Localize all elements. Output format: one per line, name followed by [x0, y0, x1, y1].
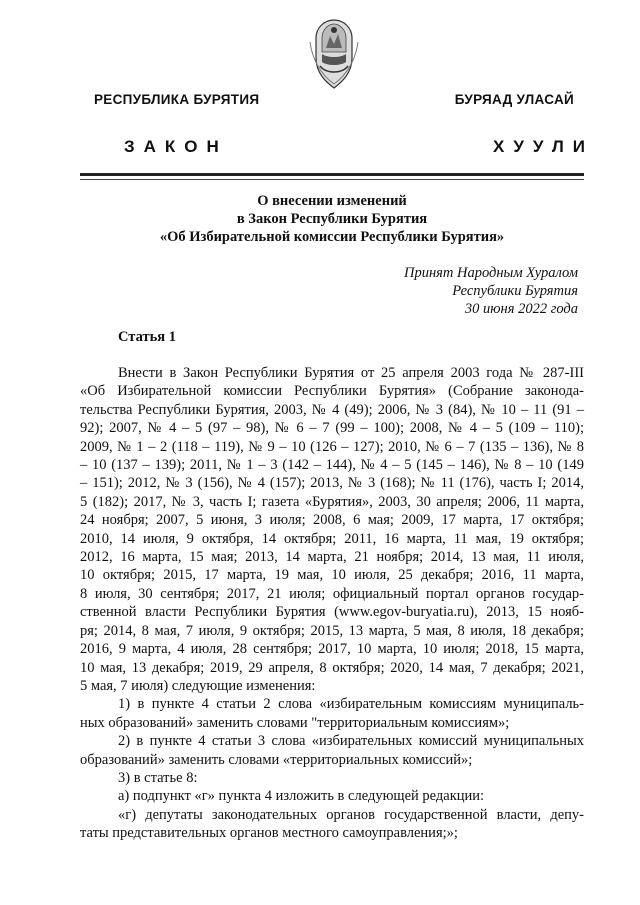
body-line: 10 мая, 13 декабря; 2019, 29 апреля, 8 октября; 2020, 14 мая, 7 декабря; 2021, [80, 659, 584, 676]
body-line: – 10 (137 – 139); 2011, № 1 – 3 (142 – 144), № 4 – 5 (145 – 146), № 8 – 10 (149 [80, 457, 584, 474]
law-title-line: в Закон Республики Бурятия [236, 211, 428, 227]
body-line: образований» заменить словами «территориальных комиссий»; [80, 751, 473, 768]
body-line: 92); 2007, № 4 – 5 (97 – 98), № 6 – 7 (99 – 100); 2008, № 4 – 5 (109 – 110); [80, 420, 584, 437]
adoption-note-line: Республики Бурятия [452, 283, 578, 299]
adoption-note [404, 264, 578, 318]
body-line: 2012, 16 марта, 15 мая; 2013, 14 марта, 21 ноября; 2014, 13 мая, 11 июля, [80, 549, 584, 566]
body-line: 5 мая, 7 июля) следующие изменения: [80, 677, 316, 694]
article-body [80, 364, 584, 843]
body-line: ных образований» заменить словами "территориальным комиссиям»; [80, 714, 510, 731]
amendment-subitem-a: а) подпункт «г» пункта 4 изложить в следующей редакции: [118, 788, 485, 805]
amendment-item-1: 1) в пункте 4 статьи 2 слова «избирательным комиссиям муниципаль- [118, 696, 584, 713]
adoption-note-line: Принят Народным Хуралом [403, 265, 578, 281]
law-label-russian: ЗАКОН [124, 137, 228, 156]
body-line: 2010, 14 июля, 9 октября, 14 октября; 2011, 16 марта, 11 мая, 19 октября; [80, 530, 584, 547]
body-line: тельства Республики Бурятия, 2003, № 4 (49); 2006, № 3 (84), № 10 – 11 (91 – [80, 401, 584, 418]
body-line: 2009, № 1 – 2 (118 – 119), № 9 – 10 (126 – 127); 2010, № 6 – 7 (135 – 136), № 8 [80, 438, 584, 455]
body-line: ря; 2014, 8 мая, 7 июля, 9 октября; 2015, 13 марта, 5 мая, 8 июля, 18 декабря; [80, 622, 584, 639]
law-title-line: О внесении изменений [257, 193, 407, 209]
law-title-line: «Об Избирательной комиссии Республики Бурятия» [159, 229, 505, 245]
coat-of-arms-emblem [304, 18, 364, 90]
law-label-buryat: ХУУЛИ [493, 137, 594, 156]
header-divider-thick [80, 173, 584, 176]
body-line: 10 октября; 2015, 17 марта, 19 мая, 10 июля, 25 декабря; 2016, 11 марта, [80, 567, 584, 584]
body-line: – 151); 2012, № 3 (156), № 4 (157); 2013, № 3 (168); № 11 (176), часть I; 2014, [80, 475, 584, 492]
body-line: 8 июля, 30 сентября; 2017, 21 июля; официальный портал органов государ- [80, 585, 584, 602]
law-title [80, 192, 584, 246]
amendment-item-3: 3) в статье 8: [118, 769, 198, 786]
body-line: 5 (182); 2017, № 3, часть I; газета «Бурятия», 2003, 30 апреля; 2006, 11 марта, [80, 493, 584, 510]
body-line: 2016, 9 марта, 4 июля, 28 сентября; 2017, 10 марта, 10 июля; 2018, 15 марта, [80, 641, 584, 658]
republic-name-buryat: БУРЯАД УЛАСАЙ [454, 92, 574, 107]
adoption-date: 30 июня 2022 года [464, 301, 578, 317]
header-divider-thin [80, 179, 584, 180]
body-line: ственной власти Республики Бурятия (www.egov-buryatia.ru), 2013, 15 нояб- [80, 604, 584, 621]
amendment-item-2: 2) в пункте 4 статьи 3 слова «избирательных комиссий муниципальных [118, 733, 584, 750]
body-line: 24 ноября; 2007, 5 июня, 3 июля; 2008, 6 мая; 2009, 17 марта, 17 октября; [80, 512, 584, 529]
body-line: «Об Избирательной комиссии Республики Бурятия» (Собрание законода- [80, 383, 584, 400]
body-line: таты представительных органов местного самоуправления;»; [80, 825, 458, 842]
amendment-quote: «г) депутаты законодательных органов государственной власти, депу- [118, 806, 584, 823]
body-line: Внести в Закон Республики Бурятия от 25 апреля 2003 года № 287-III [118, 365, 584, 381]
republic-name-russian: РЕСПУБЛИКА БУРЯТИЯ [94, 92, 260, 107]
article-heading: Статья 1 [118, 329, 176, 345]
